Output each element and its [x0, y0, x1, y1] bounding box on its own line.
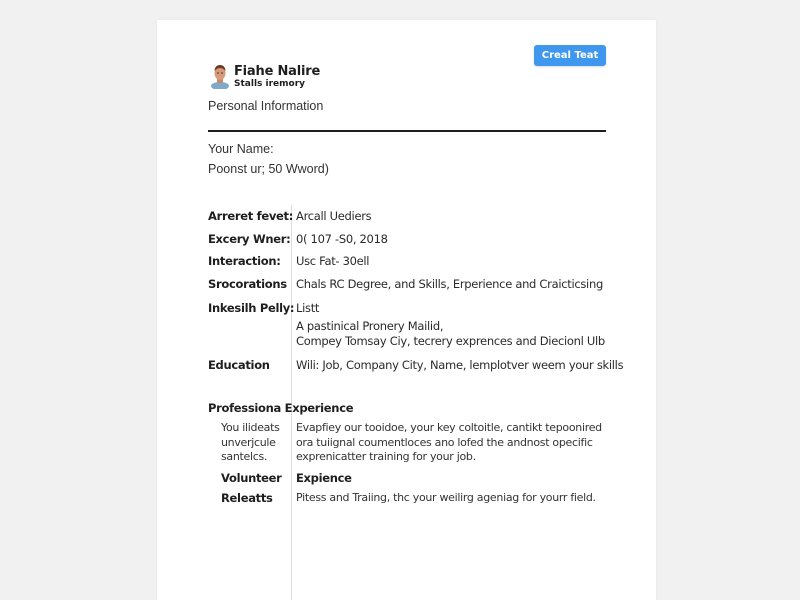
extra-line: Compey Tomsay Ciy, tecrery exprences and Diecionl Ulb: [296, 334, 605, 348]
summary-text: Poonst ur; 50 Wword): [208, 162, 329, 176]
row-value: Chals RC Degree, and Skills, Erperience and Craicticsing: [296, 277, 603, 291]
personal-information-heading: Personal Information: [208, 99, 324, 113]
volunteer-label: Volunteer: [221, 471, 282, 485]
row-label: Interaction:: [208, 254, 281, 268]
row-value: Listt: [296, 301, 320, 315]
extra-line: A pastinical Pronery Mailid,: [296, 319, 444, 333]
create-text-button[interactable]: Creal Teat: [534, 45, 606, 66]
your-name-label: Your Name:: [208, 142, 274, 156]
professional-label-line: You ilideats: [221, 421, 280, 434]
professional-value-line: ora tuiignal coumentloces ano lofed the andnost opecific: [296, 435, 593, 449]
row-value: Usc Fat- 30ell: [296, 254, 370, 268]
avatar: [210, 63, 230, 89]
row-label: Excery Wner:: [208, 232, 291, 246]
volunteer-heading: Expience: [296, 471, 352, 485]
resume-page: [157, 20, 656, 600]
professional-experience-heading: Professiona Experience: [208, 401, 354, 415]
row-label: Arreret fevet:: [208, 209, 294, 223]
education-label: Education: [208, 358, 270, 372]
section-divider: [208, 130, 606, 132]
person-avatar-icon: [210, 63, 230, 89]
professional-value-line: Evapfiey our tooidoe, your key coltoitle, cantikt tepoonired: [296, 421, 602, 434]
resume-subtitle: Stalls iremory: [234, 79, 306, 89]
row-value: 0( 107 -S0, 2018: [296, 232, 388, 246]
professional-label-line: santelcs.: [221, 450, 268, 463]
education-value: Wili: Job, Company City, Name, lemplotver weem your skills: [296, 358, 624, 372]
row-label: Inkesilh Pelly:: [208, 301, 295, 315]
professional-label-line: unverjcule: [221, 435, 276, 449]
resume-name: Fiahe Nalire: [234, 64, 321, 79]
releatts-value: Pitess and Traiing, thc your weilirg ageniag for yourr field.: [296, 491, 596, 504]
releatts-label: Releatts: [221, 491, 273, 505]
row-label: Srocorations: [208, 277, 287, 291]
row-value: Arcall Uediers: [296, 209, 372, 223]
professional-value-line: exprenicatter training for your job.: [296, 450, 476, 463]
